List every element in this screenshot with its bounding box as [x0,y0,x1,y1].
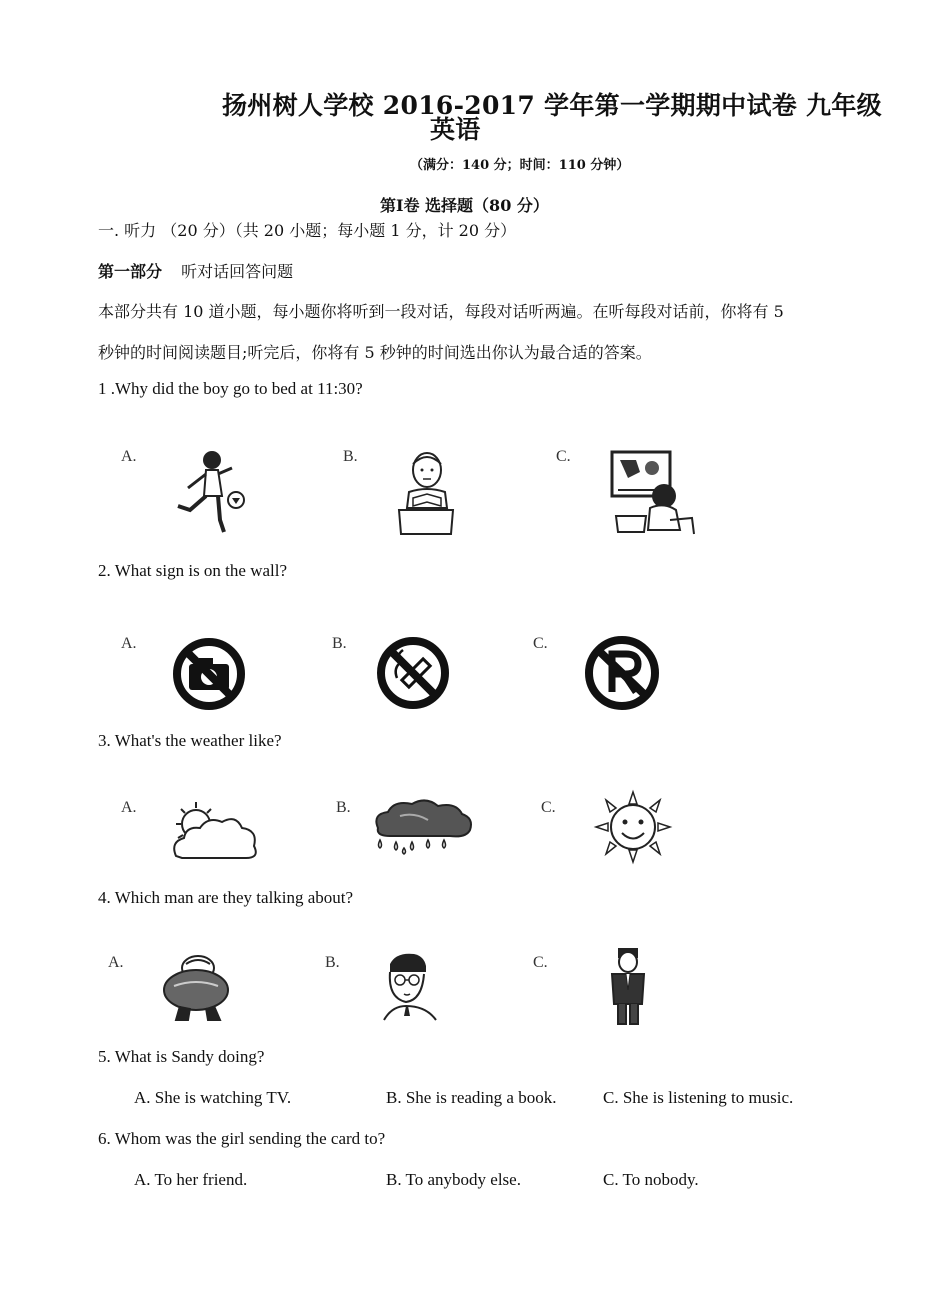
exam-title-line1: 扬州树人学校 2016-2017 学年第一学期期中试卷 九年级 [222,91,882,120]
q4-option-a-label[interactable]: A. [108,954,124,971]
q2-option-c-label[interactable]: C. [533,635,548,652]
subpart-label: 第一部分 [98,262,163,281]
boy-reading-book-icon [395,450,457,538]
question-2: 2. What sign is on the wall? [98,561,288,580]
q5-option-c[interactable]: C. She is listening to music. [603,1088,794,1107]
q5-option-b[interactable]: B. She is reading a book. [386,1088,557,1107]
q5-option-a[interactable]: A. She is watching TV. [134,1088,292,1107]
question-3: 3. What's the weather like? [98,731,282,750]
question-1: 1 .Why did the boy go to bed at 11:30? [98,379,363,398]
q2-option-a-label[interactable]: A. [121,635,137,652]
q1-option-a-label[interactable]: A. [121,448,137,465]
sun-behind-cloud-icon [170,800,260,862]
fat-man-icon [160,950,234,1024]
instructions-line1: 本部分共有 10 道小题，每小题你将听到一段对话，每段对话听两遍。在听每段对话前，你将有 5 [98,302,784,321]
no-smoking-sign-icon [375,634,451,712]
no-photos-sign-icon [171,636,247,712]
section-heading: 第Ⅰ卷 选择题（80 分） [380,196,549,215]
instructions-line2: 秒钟的时间阅读题目;听完后，你将有 5 秒钟的时间选出你认为最合适的答案。 [98,343,652,362]
q6-option-b[interactable]: B. To anybody else. [386,1170,521,1189]
subpart-heading [98,259,293,282]
man-with-glasses-icon [376,952,440,1022]
listening-part-line: 一. 听力 （20 分）（共 20 小题；每小题 1 分，计 20 分） [98,221,517,240]
boy-watching-tv-icon [610,450,696,538]
q6-option-a[interactable]: A. To her friend. [134,1170,248,1189]
q3-option-c-label[interactable]: C. [541,799,556,816]
q3-option-b-label[interactable]: B. [336,799,351,816]
q1-option-c-label[interactable]: C. [556,448,571,465]
q2-option-b-label[interactable]: B. [332,635,347,652]
q3-option-a-label[interactable]: A. [121,799,137,816]
boy-playing-football-icon [170,448,250,538]
question-4: 4. Which man are they talking about? [98,888,354,907]
q4-option-b-label[interactable]: B. [325,954,340,971]
question-5: 5. What is Sandy doing? [98,1047,265,1066]
exam-title-line2: 英语 [430,115,481,144]
subpart-title: 听对话回答问题 [181,262,294,281]
q6-option-c[interactable]: C. To nobody. [603,1170,699,1189]
no-parking-sign-icon [582,634,662,712]
q1-option-b-label[interactable]: B. [343,448,358,465]
q4-option-c-label[interactable]: C. [533,954,548,971]
question-6: 6. Whom was the girl sending the card to? [98,1129,386,1148]
exam-subtitle: （满分：140 分；时间：110 分钟） [410,158,630,173]
man-in-suit-icon [608,946,648,1028]
rain-cloud-icon [370,798,474,856]
smiling-sun-icon [594,790,672,864]
